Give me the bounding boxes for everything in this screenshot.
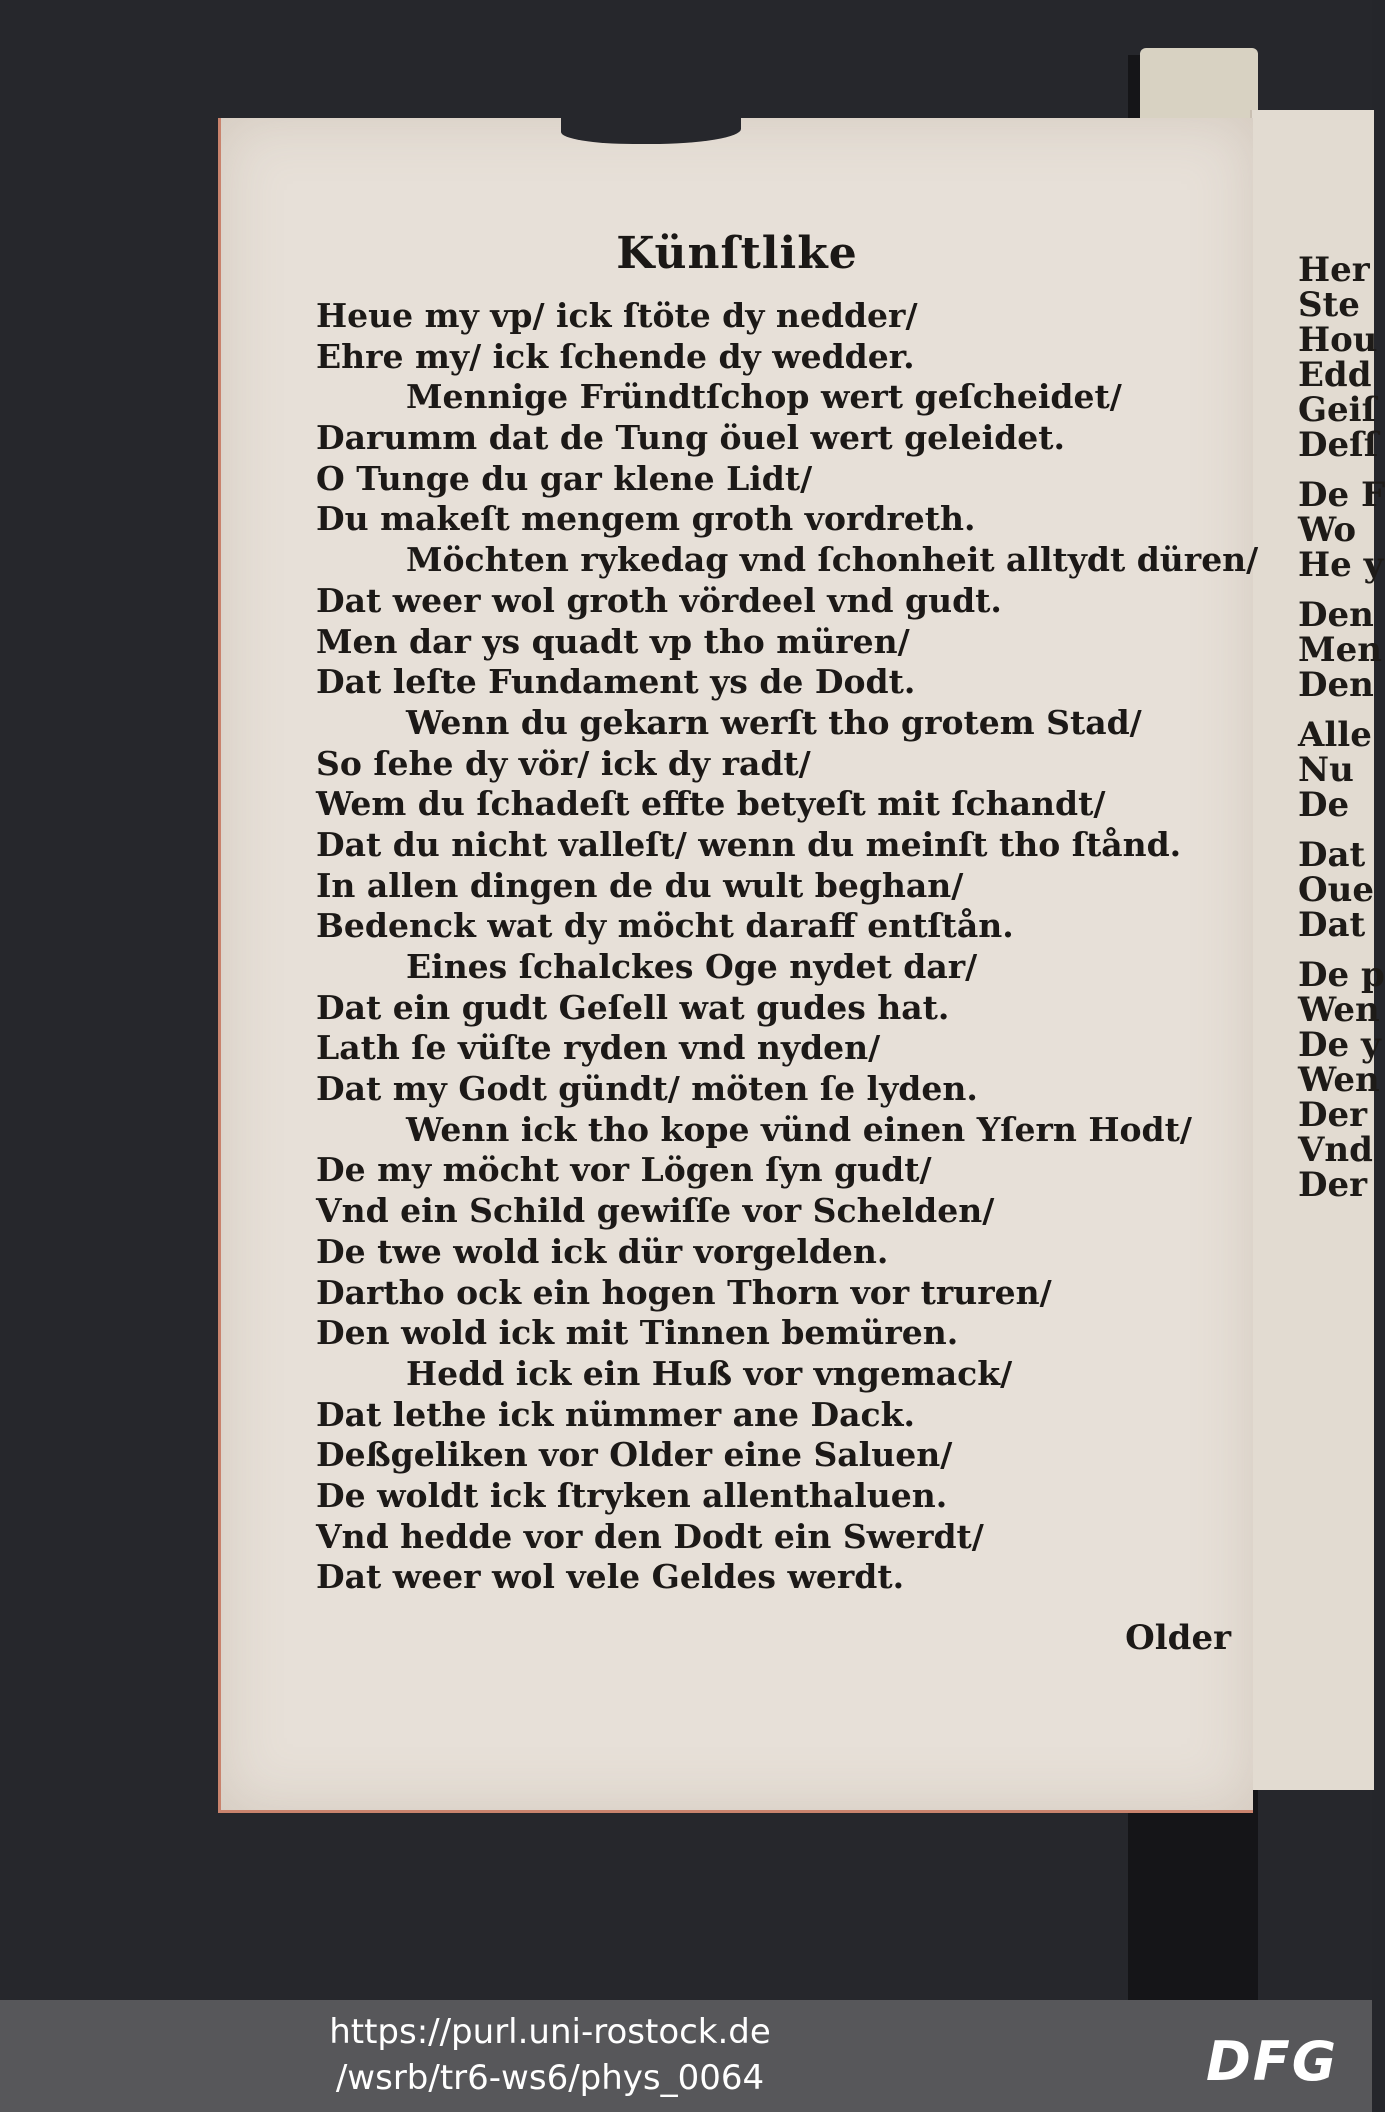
catchword: Older (1125, 1618, 1231, 1658)
page-tear (561, 114, 741, 144)
facing-fragment: Hou (1298, 320, 1378, 360)
verse-line: Lath ſe vüſte ryden vnd nyden/ (316, 1028, 881, 1068)
facing-fragment: De y (1298, 1025, 1381, 1065)
verse-line: Hedd ick ein Huß vor vngemack/ (406, 1353, 1013, 1393)
verse-line: Möchten rykedag vnd ſchonheit alltydt düren/ (406, 540, 1259, 580)
facing-fragment: Den (1298, 595, 1374, 635)
verse-line: Vnd hedde vor den Dodt ein Swerdt/ (316, 1516, 984, 1556)
facing-page (1250, 110, 1385, 1790)
facing-fragment: De p (1298, 955, 1385, 995)
facing-fragment: Ste (1298, 285, 1360, 325)
facing-fragment: Dat (1298, 905, 1366, 945)
verse-line: Deßgeliken vor Older eine Saluen/ (316, 1435, 953, 1475)
verse-line: Dartho ock ein hogen Thorn vor truren/ (316, 1272, 1052, 1312)
facing-fragment: Der (1298, 1095, 1368, 1135)
facing-fragment: De (1298, 785, 1350, 825)
viewer-footer (0, 2000, 1372, 2112)
verse-line: O Tunge du gar klene Lidt/ (316, 458, 813, 498)
verse-line: De woldt ick ſtryken allenthaluen. (316, 1475, 948, 1515)
verse-line: Wenn du gekarn werſt tho grotem Stad/ (406, 702, 1142, 742)
verse-line: Ehre my/ ick ſchende dy wedder. (316, 336, 915, 376)
facing-fragment: Der (1298, 1165, 1368, 1205)
facing-fragment: Den (1298, 665, 1374, 705)
facing-fragment: Wen (1298, 990, 1380, 1030)
verse-line: Bedenck wat dy möcht daraff entſtån. (316, 906, 1014, 946)
facing-fragment: Geiſ (1298, 390, 1377, 430)
verse-line: Dat ein gudt Geſell wat gudes hat. (316, 987, 950, 1027)
book-page (218, 118, 1259, 1813)
verse-line: Wem du ſchadeſt effte betyeſt mit ſchandt/ (316, 784, 1106, 824)
verse-block (316, 296, 1259, 1598)
facing-fragment: Men (1298, 630, 1382, 670)
verse-line: Men dar ys quadt vp tho müren/ (316, 621, 910, 661)
verse-line: Vnd ein Schild gewiſſe vor Schelden/ (316, 1191, 995, 1231)
page-title: Künſtlike (616, 228, 858, 279)
verse-line: Den wold ick mit Tinnen bemüren. (316, 1313, 959, 1353)
facing-fragment: Nu (1298, 750, 1354, 790)
verse-line: Dat du nicht valleſt/ wenn du meinſt tho ſtånd. (316, 824, 1182, 864)
permalink-line-2[interactable]: /wsrb/tr6-ws6/phys_0064 (335, 2058, 765, 2098)
verse-line: Dat leſte Fundament ys de Dodt. (316, 662, 916, 702)
verse-line: Darumm dat de Tung öuel wert geleidet. (316, 418, 1066, 458)
verse-line: Dat lethe ick nümmer ane Dack. (316, 1394, 915, 1434)
verse-line: In allen dingen de du wult beghan/ (316, 865, 964, 905)
facing-fragment: Wen (1298, 1060, 1380, 1100)
verse-line: Dat my Godt gündt/ möten ſe lyden. (316, 1069, 978, 1109)
dfg-logo: DFG (1206, 2030, 1339, 2093)
facing-fragment: He y (1298, 545, 1384, 585)
facing-fragment: Dat (1298, 835, 1366, 875)
facing-fragment: Deſſ (1298, 425, 1379, 465)
verse-line: Wenn ick tho kope vünd einen Yſern Hodt/ (406, 1109, 1192, 1149)
verse-line: Mennige Fründtſchop wert geſcheidet/ (406, 377, 1122, 417)
facing-fragment: Oue (1298, 870, 1374, 910)
binding-edge (1140, 48, 1258, 128)
verse-line: De my möcht vor Lögen ſyn gudt/ (316, 1150, 932, 1190)
facing-fragment: Her (1298, 250, 1370, 290)
verse-line: Heue my vp/ ick ſtöte dy nedder/ (316, 296, 918, 335)
verse-line: Dat weer wol groth vördeel vnd gudt. (316, 580, 1002, 620)
verse-line: So ſehe dy vör/ ick dy radt/ (316, 743, 811, 783)
verse-line: Dat weer wol vele Geldes werdt. (316, 1557, 905, 1597)
verse-line: Eines ſchalckes Oge nydet dar/ (406, 947, 978, 986)
permalink-line-1[interactable]: https://purl.uni-rostock.de (329, 2012, 771, 2052)
verse-line: De twe wold ick dür vorgelden. (316, 1231, 889, 1271)
facing-fragment: De F (1298, 475, 1385, 515)
verse-line: Du makeſt mengem groth vordreth. (316, 499, 976, 539)
facing-fragment: Vnd (1298, 1130, 1373, 1170)
facing-fragment: Wo (1298, 510, 1357, 550)
facing-fragment: Alle (1298, 715, 1372, 755)
facing-fragment: Edd (1298, 355, 1372, 395)
